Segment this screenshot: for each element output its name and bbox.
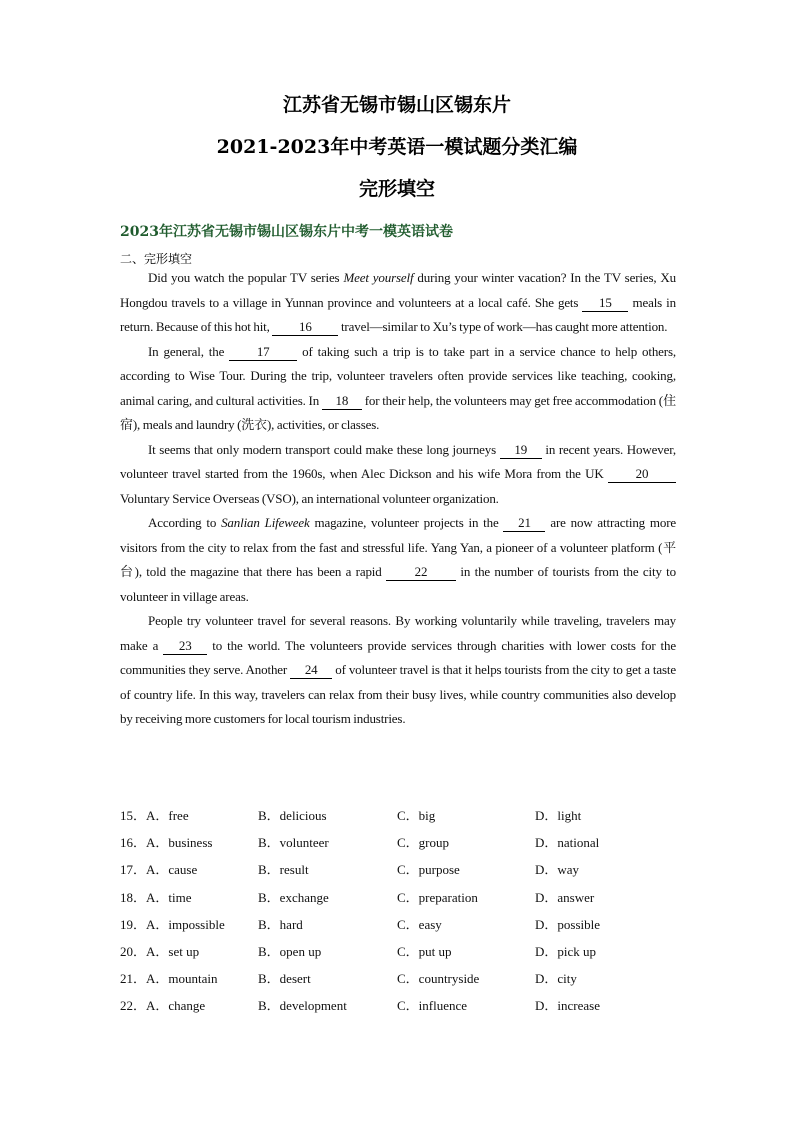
blank-18[interactable]: 18 bbox=[322, 393, 362, 410]
option-row-21 bbox=[120, 969, 680, 996]
blank-17[interactable]: 17 bbox=[229, 344, 297, 361]
option-d[interactable]: D．city bbox=[535, 971, 577, 987]
option-c[interactable]: C．group bbox=[397, 835, 450, 851]
option-b[interactable]: B．delicious bbox=[258, 808, 327, 823]
blank-15[interactable]: 15 bbox=[582, 295, 628, 312]
option-c[interactable]: C．countryside bbox=[397, 971, 480, 987]
document-title bbox=[0, 92, 794, 218]
option-a[interactable]: 21．A．mountain bbox=[120, 971, 218, 987]
option-b[interactable]: B．open up bbox=[258, 943, 322, 959]
paragraph-2 bbox=[120, 340, 676, 438]
option-b[interactable]: B．hard bbox=[258, 916, 303, 932]
option-b[interactable]: B．desert bbox=[258, 971, 311, 987]
text-run: meals in return. Because of this hot hit, bbox=[120, 294, 676, 334]
option-c[interactable]: C．big bbox=[397, 808, 436, 823]
option-a[interactable]: 20．A．set up bbox=[120, 943, 200, 959]
text-run: for their help, the volunteers may get free accommodation (住宿), meals and laundry (洗衣), activities, or classes. bbox=[120, 392, 676, 432]
option-b[interactable]: B．development bbox=[258, 998, 347, 1014]
text-run: Voluntary Service Overseas (VSO), an international volunteer organization. bbox=[120, 490, 499, 506]
option-d[interactable]: D．pick up bbox=[535, 943, 597, 959]
option-row-19 bbox=[120, 915, 680, 942]
section-title: 2023年江苏省无锡市锡山区锡东片中考一模英语试卷 bbox=[120, 224, 453, 240]
text-run: of volunteer travel is that it helps tourists from the city to get a taste of country life. In this way, travelers can relax from their busy lives, while country communities also develop by receiving more customers for local tourism industries. bbox=[120, 662, 677, 726]
option-a[interactable]: 15．A．free bbox=[120, 808, 189, 823]
paragraph-5 bbox=[120, 609, 676, 732]
blank-19[interactable]: 19 bbox=[500, 442, 542, 459]
option-b[interactable]: B．volunteer bbox=[258, 835, 329, 851]
text-run: to the world. The volunteers provide services through charities with lower costs for the communities they serve. Another bbox=[120, 637, 676, 677]
option-c[interactable]: C．put up bbox=[397, 943, 452, 959]
option-c[interactable]: C．purpose bbox=[397, 862, 460, 878]
text-run: Did you watch the popular TV series bbox=[148, 270, 344, 285]
title-line-1: 江苏省无锡市锡山区锡东片 bbox=[282, 94, 511, 116]
option-d[interactable]: D．way bbox=[535, 862, 580, 878]
option-d[interactable]: D．possible bbox=[535, 916, 601, 932]
text-run: in recent years. However, volunteer travel started from the 1960s, when Alec Dickson and his wife Mora from the UK bbox=[120, 441, 676, 481]
text-run: People try volunteer travel for several reasons. By working voluntarily while traveling, travelers may make a bbox=[120, 613, 676, 653]
option-b[interactable]: B．result bbox=[258, 862, 309, 878]
title-line-2: 2021-2023年中考英语一模试题分类汇编 bbox=[216, 136, 578, 158]
option-row-22 bbox=[120, 996, 680, 1023]
paragraph-1 bbox=[120, 266, 676, 340]
option-d[interactable]: D．answer bbox=[535, 889, 595, 905]
option-a[interactable]: 16．A．business bbox=[120, 835, 213, 851]
option-d[interactable]: D．light bbox=[535, 808, 582, 823]
text-run: magazine, volunteer projects in the bbox=[309, 515, 504, 530]
blank-22[interactable]: 22 bbox=[386, 564, 456, 581]
blank-23[interactable]: 23 bbox=[163, 638, 207, 655]
option-c[interactable]: C．influence bbox=[397, 998, 468, 1014]
option-row-20 bbox=[120, 942, 680, 969]
title-line-3: 完形填空 bbox=[358, 178, 435, 200]
text-run: during your winter vacation? In the TV series, Xu Hongdou travels to a village in Yunnan province and volunteers at a local café. She gets bbox=[120, 270, 677, 310]
text-run: travel—similar to Xu’s type of work—has caught more attention. bbox=[338, 319, 668, 334]
blank-16[interactable]: 16 bbox=[272, 319, 338, 336]
text-run: in the number of tourists from the city to volunteer in village areas. bbox=[120, 564, 676, 604]
option-a[interactable]: 19．A．impossible bbox=[120, 916, 225, 932]
option-d[interactable]: D．increase bbox=[535, 998, 600, 1014]
option-row-16 bbox=[120, 833, 680, 860]
option-b[interactable]: B．exchange bbox=[258, 889, 329, 905]
italic-title: Meet yourself bbox=[343, 270, 414, 285]
paragraph-4 bbox=[120, 511, 676, 609]
text-run: In general, the bbox=[148, 343, 230, 359]
part-heading: 二、完形填空 bbox=[120, 252, 193, 266]
option-row-17 bbox=[120, 860, 680, 887]
blank-24[interactable]: 24 bbox=[290, 662, 332, 679]
option-d[interactable]: D．national bbox=[535, 835, 600, 851]
option-c[interactable]: C．easy bbox=[397, 916, 442, 932]
cloze-passage bbox=[120, 266, 676, 732]
blank-21[interactable]: 21 bbox=[503, 515, 545, 532]
option-a[interactable]: 22．A．change bbox=[120, 998, 206, 1014]
text-run: of taking such a trip is to take part in a service chance to help others, according to Wise Tour. During the trip, volunteer travelers often provide services like teaching, cooking, animal caring, and cultural activities. In bbox=[120, 343, 676, 408]
italic-magazine-name: Sanlian Lifeweek bbox=[221, 515, 310, 530]
text-run: are now attracting more visitors from the city to relax from the fast and stressful life. Yang Yan, a pioneer of a volunteer platform (平台), told the magazine that there has been a rapid bbox=[120, 515, 676, 579]
text-run: According to bbox=[148, 515, 222, 530]
option-a[interactable]: 18．A．time bbox=[120, 889, 192, 905]
blank-20[interactable]: 20 bbox=[608, 466, 676, 483]
option-a[interactable]: 17．A．cause bbox=[120, 862, 198, 878]
answer-options bbox=[120, 806, 680, 1024]
paragraph-3 bbox=[120, 438, 676, 512]
option-row-15 bbox=[120, 806, 680, 833]
option-c[interactable]: C．preparation bbox=[397, 889, 478, 905]
option-row-18 bbox=[120, 888, 680, 915]
text-run: It seems that only modern transport could make these long journeys bbox=[148, 441, 500, 457]
